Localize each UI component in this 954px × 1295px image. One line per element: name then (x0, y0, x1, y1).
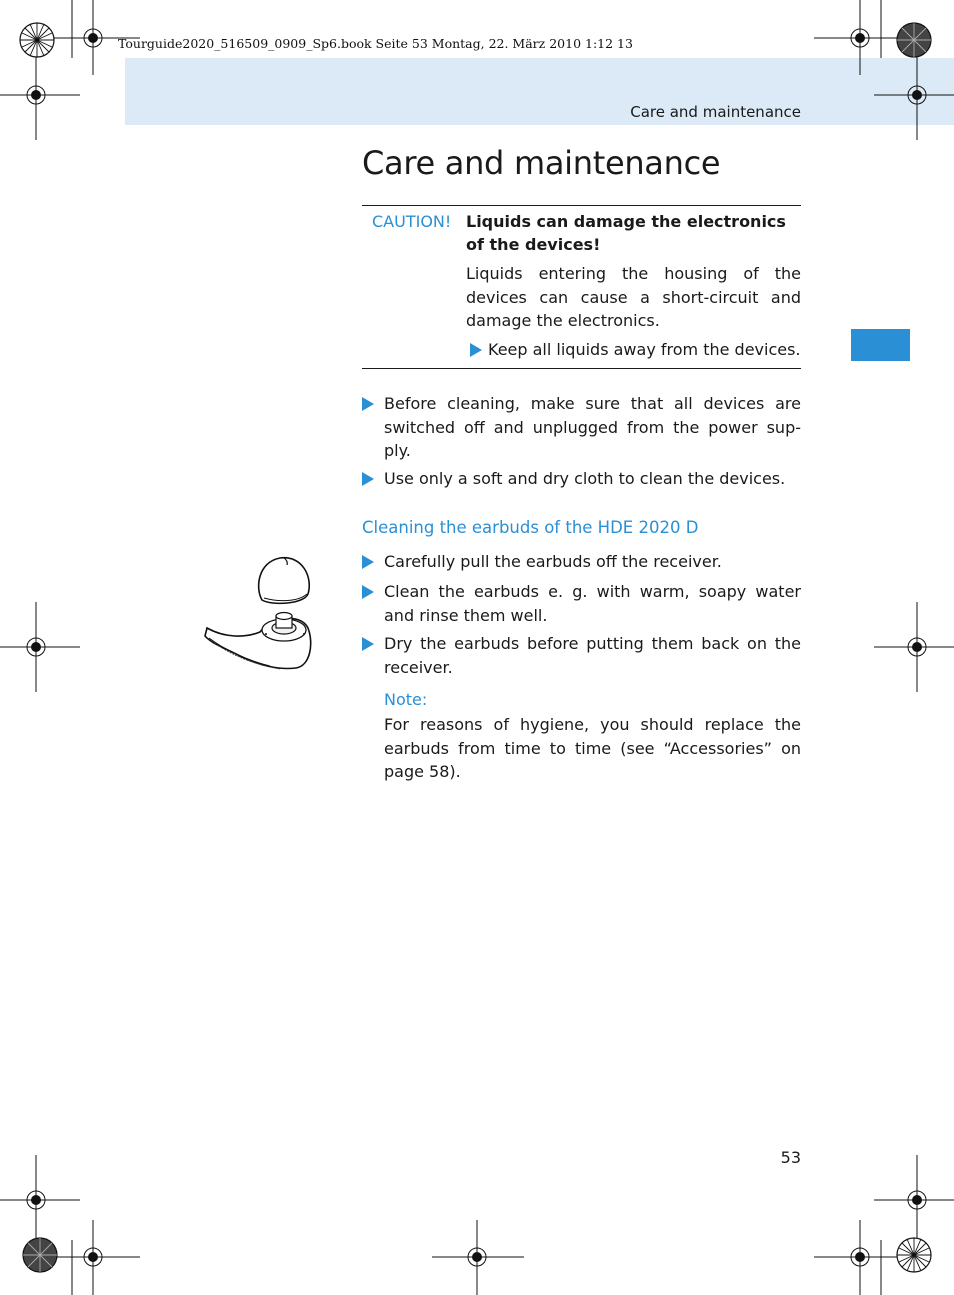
registration-mark-icon (0, 50, 80, 140)
caution-label: CAUTION! (372, 212, 452, 231)
caution-body: Liquids entering the housing of the devices can cause a short-circuit and damage the electronics. (466, 264, 801, 330)
registration-mark-icon (874, 1155, 954, 1245)
registration-mark-icon (0, 602, 80, 692)
registration-mark-icon (432, 1220, 524, 1295)
note-label: Note: (384, 690, 428, 709)
registration-mark-icon (874, 602, 954, 692)
step-text: Clean the earbuds e. g. with warm, soapy water and rinse them well. (384, 582, 801, 625)
color-wheel-icon (897, 1238, 931, 1272)
print-slug: Tourguide2020_516509_0909_Sp6.book Seite 53 Montag, 22. März 2010 1:12 13 (118, 36, 633, 51)
page-number: 53 (780, 1148, 801, 1167)
color-wheel-icon (23, 1238, 57, 1272)
page-title: Care and maintenance (362, 144, 721, 182)
registration-mark-icon (814, 0, 906, 75)
note-body: For reasons of hygiene, you should replace the earbuds from time to time (see “Accessories” on page 58). (384, 715, 801, 781)
caution-heading: Liquids can damage the electronics of the devices! (466, 212, 786, 254)
step-text: Carefully pull the earbuds off the receiver. (384, 552, 722, 571)
step-text: Before cleaning, make sure that all devices are switched off and unplugged from the power sup-ply. (384, 394, 801, 460)
section-heading: Cleaning the earbuds of the HDE 2020 D (362, 518, 699, 537)
registration-mark-icon (48, 1220, 140, 1295)
step-text: Use only a soft and dry cloth to clean the devices. (384, 469, 786, 488)
running-head: Care and maintenance (630, 103, 801, 121)
caution-instruction: Keep all liquids away from the devices. (488, 340, 801, 359)
color-wheel-icon (20, 23, 54, 57)
registration-mark-icon (874, 50, 954, 140)
registration-mark-icon (48, 0, 140, 75)
registration-mark-icon (814, 1220, 906, 1295)
registration-mark-icon (0, 1155, 80, 1245)
color-wheel-icon (897, 23, 931, 57)
step-text: Dry the earbuds before putting them back on the receiver. (384, 634, 801, 677)
